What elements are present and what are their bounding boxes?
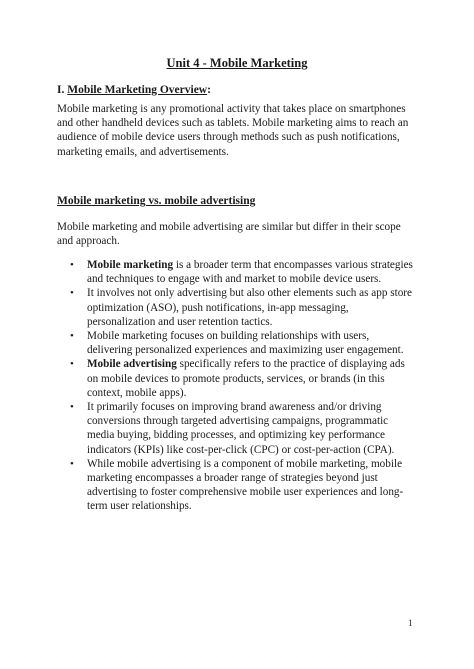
list-item (57, 357, 417, 400)
bullet-icon: • (70, 358, 74, 371)
bullet-icon: • (70, 401, 74, 414)
item-text: It primarily focuses on improving brand awareness and/or driving conversions through targeted advertising campaigns, programmatic media buying, bidding processes, and optimizing key performance indicators (KPIs) like cost-per-click (CPC) or cost-per-action (CPA). (87, 401, 395, 456)
list-item (57, 457, 417, 514)
item-text: While mobile advertising is a component of mobile marketing, mobile marketing encompasses a broader range of strategies beyond just advertising to foster comprehensive mobile user experiences and long-term user relationships. (87, 457, 404, 513)
section-heading-comparison (57, 195, 255, 207)
item-text: specifically refers to the practice of displaying ads on mobile devices to promote products, services, or brands (in this context, mobile apps). (87, 358, 405, 399)
list-item (57, 286, 417, 329)
bold-term: Mobile marketing (87, 259, 174, 271)
bullet-icon: • (70, 259, 74, 271)
list-item (57, 400, 417, 457)
comparison-intro-paragraph: Mobile marketing and mobile advertising are similar but differ in their scope and approach. (57, 221, 401, 248)
item-text: is a broader term that encompasses various strategies and techniques to engage with and market to mobile device users. (87, 259, 413, 286)
item-text: It involves not only advertising but also other elements such as app store optimization (ASO), push notifications, in-app messaging, personalization and user retention tactics. (87, 287, 412, 328)
bullet-icon: • (70, 330, 74, 343)
bullet-icon: • (70, 457, 74, 470)
section-number: I. (57, 84, 68, 96)
section-title: Mobile marketing vs. mobile advertising (57, 195, 256, 207)
comparison-bullet-list (57, 258, 417, 514)
section-title: Mobile Marketing Overview (67, 84, 208, 96)
list-item (57, 258, 417, 286)
section-heading-overview (57, 84, 211, 96)
page-title: Unit 4 - Mobile Marketing (166, 56, 308, 70)
item-text: Mobile marketing focuses on building relationships with users, delivering personalized experiences and maximizing user engagement. (87, 330, 404, 357)
section-colon: : (207, 84, 211, 96)
bold-term: Mobile advertising (87, 358, 177, 371)
page-number: 1 (408, 618, 413, 628)
bullet-icon: • (70, 287, 74, 300)
overview-paragraph: Mobile marketing is any promotional activity that takes place on smartphones and other handheld devices such as tablets. Mobile marketing aims to reach an audience of mobile device users through methods such as push notifications, marketing emails, and advertisements. (57, 103, 409, 158)
list-item (57, 329, 417, 357)
